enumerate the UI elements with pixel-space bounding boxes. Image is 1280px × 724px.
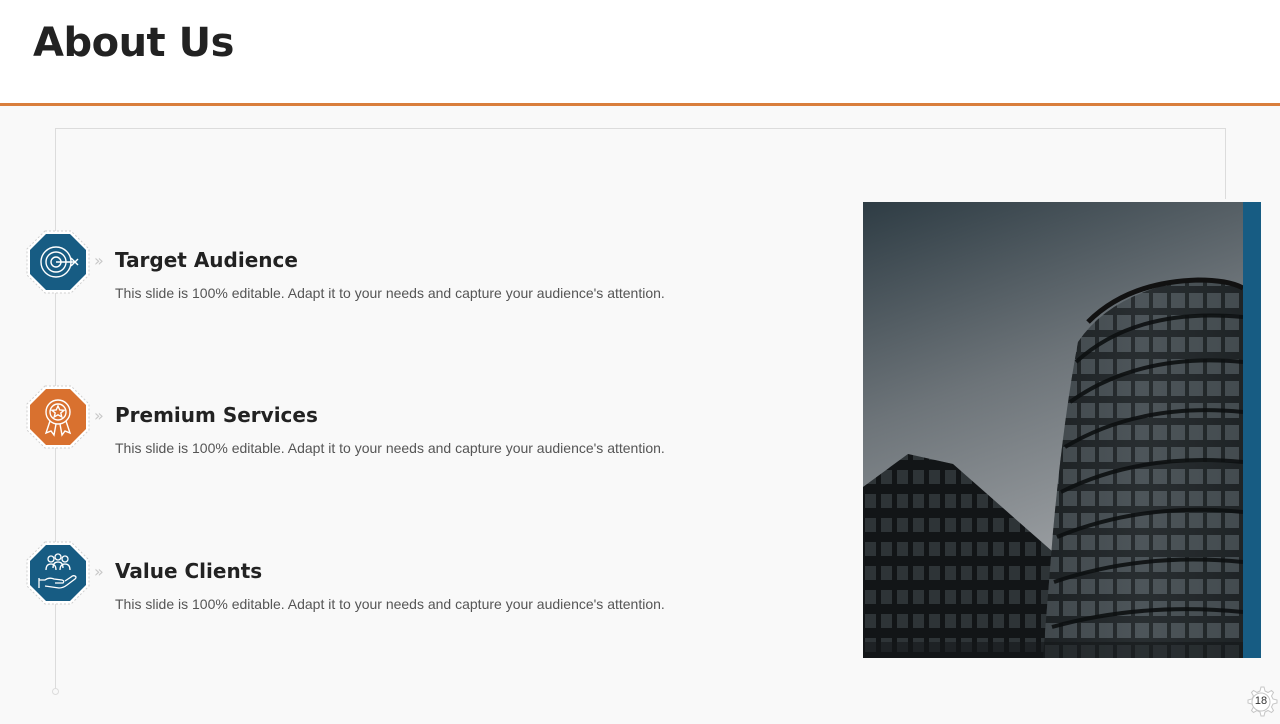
timeline-end-dot — [52, 688, 59, 695]
clients-hand-icon — [25, 540, 91, 606]
chevron-right-icon: » — [94, 562, 104, 581]
chevron-right-icon: » — [94, 406, 104, 425]
item-description: This slide is 100% editable. Adapt it to your needs and capture your audience's attention. — [115, 596, 665, 612]
item-title: Premium Services — [115, 403, 318, 427]
feature-item-target-audience — [0, 229, 800, 309]
item-title: Value Clients — [115, 559, 263, 583]
item-description: This slide is 100% editable. Adapt it to your needs and capture your audience's attention. — [115, 285, 665, 301]
building-photo — [863, 202, 1243, 658]
feature-item-value-clients — [0, 540, 800, 620]
chevron-right-icon: » — [94, 251, 104, 270]
slide-title: About Us — [33, 20, 234, 66]
slide-header — [0, 0, 1280, 106]
page-number-badge — [1244, 685, 1278, 719]
content-frame — [55, 128, 1226, 199]
page-number: 18 — [1254, 695, 1268, 707]
target-icon — [25, 229, 91, 295]
item-description: This slide is 100% editable. Adapt it to your needs and capture your audience's attention. — [115, 440, 665, 456]
accent-bar — [1243, 202, 1261, 658]
feature-item-premium-services — [0, 384, 800, 464]
item-title: Target Audience — [115, 248, 298, 272]
award-badge-icon — [25, 384, 91, 450]
